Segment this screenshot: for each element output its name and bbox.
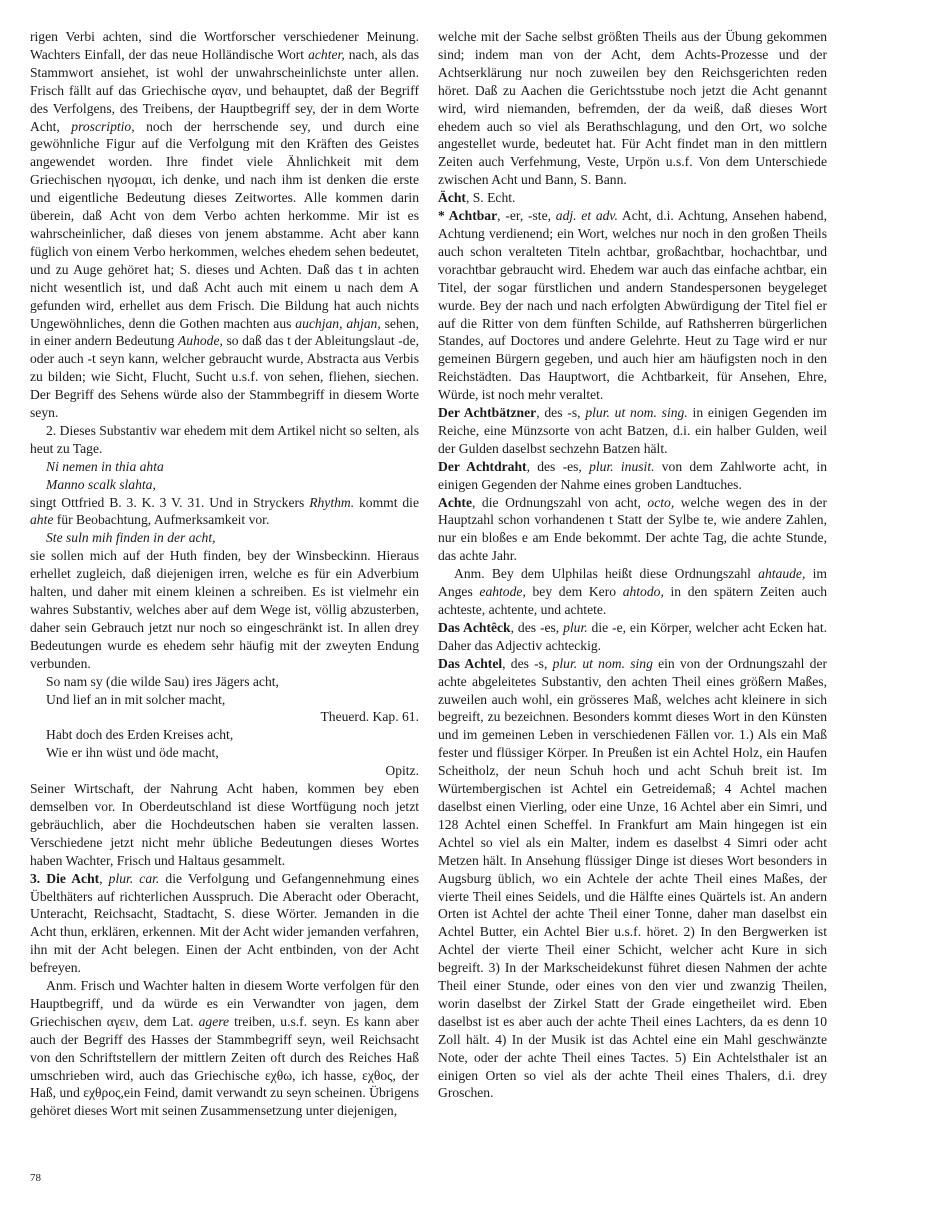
left-column xyxy=(30,28,419,1120)
entry-achtbaetzner: Der Achtbätzner, des -s, plur. ut nom. sing. in einigen Gegenden im Reiche, eine Münzsorte von acht Batzen, d.i. ein halber Gulden, weil der Gulden daselbst sechzehn Batzen hält. xyxy=(438,405,827,456)
verse-source: Opitz. xyxy=(385,763,419,779)
verse-line: Wie er ihn wüst und öde macht, xyxy=(46,745,219,761)
verse-line: Manno scalk slahta, xyxy=(46,476,156,492)
paragraph-continuation: welche mit der Sache selbst größten Theils aus der Übung gekommen sind; indem man von der Acht, dem Achts-Prozesse und der Achtserklärung nur noch zuweilen bey den Reichsgerichten reden höret. Daß zu Aachen die Gerichtsstube noch jetzt die Acht genannt wird, wird niemanden, befremden, der da weiß, daß dieses Wort ehedem auch so viel als Berathschlagung, und den Ort, wo solche angestellet wurde, bedeutet hat. Für Acht findet man in den mittlern Zeiten auch Verfehmung, Veste, Urpön u.s.f. Von dem Unterschiede zwischen Acht und Bann, S. Bann. xyxy=(438,29,827,188)
paragraph-sense-2: 2. Dieses Substantiv war ehedem mit dem Artikel nicht so selten, als heut zu Tage. xyxy=(30,422,419,456)
paragraph-wirtschaft: Seiner Wirtschaft, der Nahrung Acht haben, kommen bey eben demselben vor. In Oberdeutschland ist diese Wortfügung noch jetzt gebräuchlich, aber die Hochdeutschen haben sie veralten lassen. Verschiedene jetzt nicht mehr übliche Bedeutungen dieses Wortes haben Wachter, Frisch und Haltaus gesammelt. xyxy=(30,781,419,868)
verse-line: So nam sy (die wilde Sau) ires Jägers acht, xyxy=(46,673,279,689)
right-column xyxy=(438,28,827,1102)
page-number: 78 xyxy=(30,1172,41,1184)
verse-line: Und lief an in mit solcher macht, xyxy=(46,691,226,707)
paragraph-anm-acht: Anm. Frisch und Wachter halten in diesem Worte verfolgen für den Hauptbegriff, und da würde es ein Verwandter von jagen, dem Griechischen αγειν, dem Lat. agere treiben, u.s.f. seyn. Es kann aber auch der Begriff des Hasses der Stammbegriff seyn, weil Reichsacht von den Schriftstellern der mittlern Zeiten oft durch des Reiches Haß umschrieben wird, auch das Griechische εχθω, ich hasse, εχθος, der Haß, und εχθρος,ein Feind, damit verwandt zu seyn scheinen. Übrigens gehöret dieses Wort mit seinen Zusammensetzung unter diejenigen, xyxy=(30,978,419,1119)
paragraph-etymology: rigen Verbi achten, sind die Wortforscher verschiedener Meinung. Wachters Einfall, der das neue Holländische Wort achter, nach, als das Stammwort ansiehet, ist wohl der unwahrscheinlichste unter allen. Frisch fällt auf das Griechische αγαν, und behauptet, daß der Begriff des Verfolgens, des Treibens, der Hauptbegriff sey, der in dem Worte Acht, proscriptio, noch der herrschende sey, und durch eine gewöhnliche Figur auf die Verfolgung mit den Kräften des Geistes angewendet worden. Ihre findet viele Ähnlichkeit mit dem Griechischen ηγσομαι, ich denke, und nach ihm ist denken die erste und eigentliche Bedeutung dieses Zeitwortes. Alle kommen darin überein, daß Acht von dem Verbo achten herkomme. Mir ist es wahrscheinlicher, daß dieses von jenem abstamme. Acht aber kann füglich von einem Verbo herkommen, welches ehedem sehen bedeutet, und zu Auge gehöret hat; S. dieses und Achten. Daß das t in achten nicht wesentlich ist, und daß Acht auch mit einem u nach dem A gefunden wird, erhellet aus dem Frisch. Die Bildung hat auch nichts Ungewöhnliches, denn die Gothen machten aus auchjan, ahjan, sehen, in einer andern Bedeutung Auhode, so daß das t der Ableitungslaut -de, oder auch -t seyn kann, welcher gebraucht wurde, Abstracta aus Verbis zu bilden; wie Sicht, Flucht, Sucht u.s.f. von sehen, fliehen, siechen. Der Begriff des Sehens würde also der Stammbegriff in diesem Worte seyn. xyxy=(30,29,420,421)
paragraph-winsbeckinn: sie sollen mich auf der Huth finden, bey der Winsbeckinn. Hieraus erhellet zugleich, daß diejenigen irren, welche es für ein Adverbium halten, und daher mit einem kleinen a schreiben. Es ist vielmehr ein wahres Substantiv, welches aber auf dem Wege ist, völlig abzusterben, daher sein Gebrauch jetzt nur noch so eingeschränkt ist. In allen drey Bedeutungen wurde es ehedem sehr häufig mit der zweyten Endung verbunden. xyxy=(30,548,419,671)
verse-line: Ste suln mih finden in der acht, xyxy=(46,530,216,546)
entry-achtbar: * Achtbar, -er, -ste, adj. et adv. Acht, d.i. Achtung, Ansehen habend, Achtung verdienend; ein Wort, welches nur noch in den großen Theils auch schon veralteten Titeln achtbar, großachtbar, hochachtbar, und vorachtbar gebraucht wird. Ehedem war auch das einfache achtbar, ein Titel, der sogar fürstlichen und andern Standespersonen beygeleget wurde. Bey der nach und nach erfolgten Abwürdigung der Titel fiel er auf die Ritter von dem fünften Schilde, auf Rathsherren bürgerlichen Standes, auf Doctores und andere Gelehrte. Heut zu Tage wird er nur gemeinen Bürgern gegeben, und auch hier am häufigsten noch in den Reichstädten. Das Hauptwort, die Achtbarkeit, für Ansehen, Ehre, Würde, ist noch mehr veraltet. xyxy=(438,208,827,403)
entry-achtel: Das Achtel, des -s, plur. ut nom. sing ein von der Ordnungszahl der achte abgeleitetes Substantiv, den achten Theil eines größern Maßes, zuweilen auch wohl, ein grösseres Maß, welches acht kleinere in sich begreift, zu bezeichnen. Besonders kommt dieses Wort in den Künsten und im gemeinen Leben in verschiedenen Fällen vor. 1.) Als ein Maß fester und flüssiger Körper. In Preußen ist ein Achtel Holz, ein Haufen Scheitholz, der neun Schuh hoch und acht Schuh breit ist. Im Würtembergischen ist Achtel ein Getreidemaß; 4 Achtel machen daselbst einen Vierling, oder eine Unze, 16 Achtel aber ein Simri, und 128 Achtel einen Scheffel. In Frankfurt am Main hingegen ist ein Achtel so viel als ein Malter, indem es daselbst 4 Simri oder acht Metzen hält. In Ansehung flüssiger Dinge ist dieses Wort besonders in Augsburg üblich, wo ein Achtele der achte Theil eines Maßes, der vierte Theil eines Seidels, und die Hälfte eines Quärtels ist. An andern Orten ist Achtel der achte Theil einer Tonne, daher man daselbst ein Achtel Butter, ein Achtel Bier u.s.f. höret. 2) In den Bergwerken ist Achtel der vierte Theil einer Schicht, welcher acht Kure in sich begreift. 3) In der Markscheidekunst führet diesen Nahmen der achte Theil einer Stunde, oder eines von den vier und zwanzig Theilen, worin daselbst der Zirkel Statt der Grade eingetheilet wird. Eben daselbst ist es aber auch der achte Theil eines Lachters, da es denn 10 Zoll hält. 4) In der Musik ist das Achtel eine ein Mahl geschwänzte Note, oder der achte Theil eines Tactes. 5) Ein Achtelsthaler ist an einigen Orten so viel als der achte Theil eines Thalers, d.i. drey Groschen. xyxy=(438,655,827,1101)
entry-achtdraht: Der Achtdraht, des -es, plur. inusit. von dem Zahlworte acht, in einigen Gegenden der Nahme eines groben Landtuches. xyxy=(438,458,828,492)
paragraph-ottfried: singt Ottfried B. 3. K. 3 V. 31. Und in Stryckers Rhythm. kommt die ahte für Beobachtung, Aufmerksamkeit vor. xyxy=(30,494,419,528)
entry-sense-3: 3. Die Acht, plur. car. die Verfolgung und Gefangennehmung eines Übelthäters auf richterlichen Ausspruch. Die Aberacht oder Oberacht, Unteracht, Reichsacht, Stadtacht, S. diese Wörter. Jemanden in die Acht thun, erklären, erkennen. Mit der Acht wider jemanden verfahren, ihn mit der Acht belegen. Einen der Acht entbinden, von der Acht befreyen. xyxy=(30,870,420,976)
entry-achteck: Das Achtêck, des -es, plur. die -e, ein Körper, welcher acht Ecken hat. Daher das Adjectiv achteckig. xyxy=(438,619,827,653)
paragraph-anm-achte: Anm. Bey dem Ulphilas heißt diese Ordnungszahl ahtaude, im Anges eahtode, bey dem Kero ahtodo, in den spätern Zeiten auch achteste, achtente, und achtete. xyxy=(438,566,827,617)
entry-achte: Achte, die Ordnungszahl von acht, octo, welche wegen des in der Hauptzahl schon vorhandenen t Statt der Sylbe te, wie andere Zahlen, nur ein bloßes e am Ende bekommt. Der achte Tag, die achte Stunde, das achte Jahr. xyxy=(438,494,827,564)
verse-source: Theuerd. Kap. 61. xyxy=(320,709,419,725)
verse-line: Ni nemen in thia ahta xyxy=(46,458,164,474)
entry-aecht: Ächt, S. Echt. xyxy=(438,190,516,206)
verse-line: Habt doch des Erden Kreises acht, xyxy=(46,727,234,743)
